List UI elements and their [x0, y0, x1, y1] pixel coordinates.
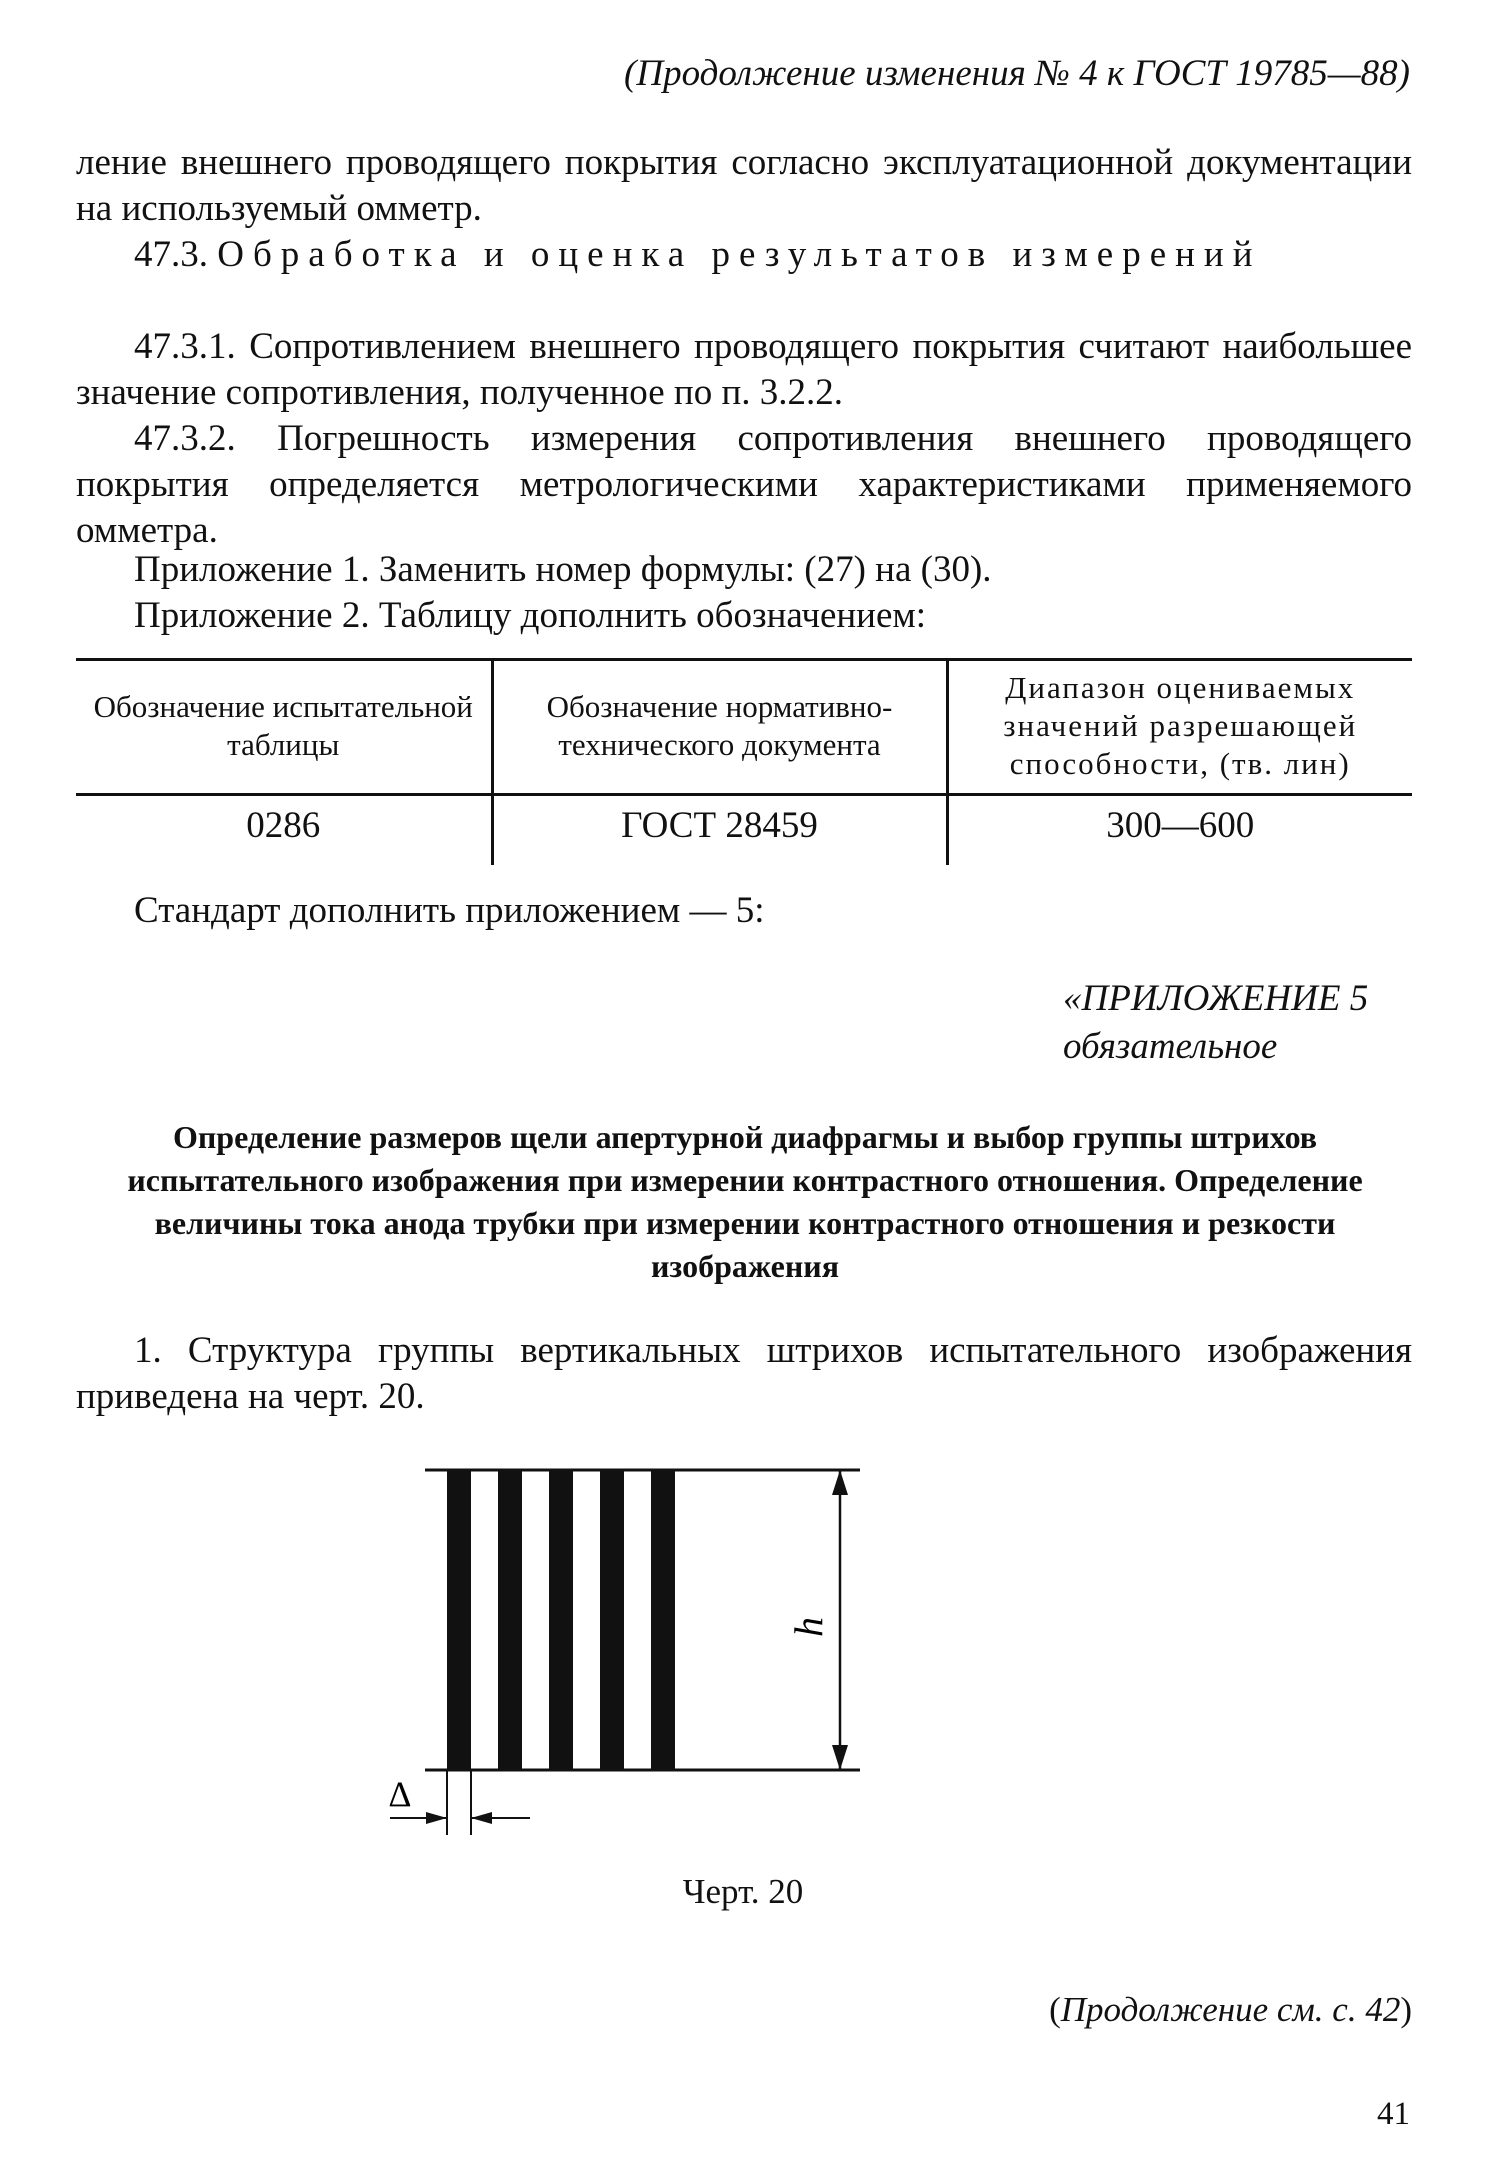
paragraph-47-3-2: 47.3.2. Погрешность измерения сопротивления внешнего проводящего покрытия определяется метрологическими характеристиками применяемого омметра.	[76, 418, 1412, 551]
pattern-bar	[498, 1470, 522, 1770]
delta-label: Δ	[388, 1774, 412, 1814]
pattern-bar	[651, 1470, 675, 1770]
table-header-cell: Диапазон оцениваемых значений разрешающей способности, (тв. лин)	[947, 660, 1412, 795]
running-head: (Продолжение изменения № 4 к ГОСТ 19785—88)	[624, 53, 1410, 94]
table-header-row	[76, 660, 1412, 795]
pattern-bar	[600, 1470, 624, 1770]
paragraph-appendix-1: Приложение 1. Заменить номер формулы: (27) на (30).	[134, 549, 992, 590]
appendix-subtitle: обязательное	[1063, 1026, 1278, 1067]
table-header-cell: Обозначение испытательной таблицы	[76, 660, 492, 795]
delta-arrow-left	[426, 1812, 447, 1824]
section-title-spaced: Обработка и оценка результатов измерений	[217, 234, 1262, 275]
paren-open: (	[1049, 1990, 1061, 2029]
section-47-3-title	[76, 232, 1412, 278]
height-arrow-top	[832, 1470, 848, 1495]
section-number: 47.3.	[134, 234, 208, 275]
paren-close: )	[1400, 1990, 1412, 2029]
designation-table	[76, 658, 1412, 865]
table-header-cell: Обозначение нормативно-технического документа	[492, 660, 947, 795]
table-row	[76, 795, 1412, 866]
paragraph-appendix-2: Приложение 2. Таблицу дополнить обозначением:	[134, 595, 927, 636]
height-label: h	[786, 1617, 831, 1637]
paragraph-standard: Стандарт дополнить приложением — 5:	[134, 890, 765, 931]
continuation-text: Продолжение см. с. 42	[1060, 1990, 1401, 2029]
paragraph-continuation: ление внешнего проводящего покрытия согласно эксплуатационной документации на используемый омметр.	[76, 142, 1412, 229]
figure-caption: Черт. 20	[682, 1872, 804, 1911]
bar-group	[447, 1470, 675, 1770]
page-number: 41	[1377, 2096, 1410, 2132]
pattern-bar	[549, 1470, 573, 1770]
table-cell: ГОСТ 28459	[492, 795, 947, 866]
appendix-heading: Определение размеров щели апертурной диафрагмы и выбор группы штрихов испытательного изображения при измерении контрастного отношения. Определение величины тока анода трубки при измерении контрастного отношения и резкости изображения	[127, 1119, 1363, 1284]
delta-arrow-right	[471, 1812, 492, 1824]
appendix-title: «ПРИЛОЖЕНИЕ 5	[1063, 978, 1369, 1019]
table-cell: 0286	[76, 795, 492, 866]
figure-bar-pattern	[360, 1465, 920, 1845]
pattern-bar	[447, 1470, 471, 1770]
height-arrow-bottom	[832, 1745, 848, 1770]
table-cell: 300—600	[1106, 805, 1255, 846]
paragraph-item-1: 1. Структура группы вертикальных штрихов испытательного изображения приведена на черт. 20.	[76, 1330, 1412, 1417]
continuation-note	[1049, 1990, 1412, 2030]
appendix-label	[1063, 975, 1368, 1071]
paragraph-47-3-1: 47.3.1. Сопротивлением внешнего проводящего покрытия считают наибольшее значение сопротивления, полученное по п. 3.2.2.	[76, 326, 1412, 413]
